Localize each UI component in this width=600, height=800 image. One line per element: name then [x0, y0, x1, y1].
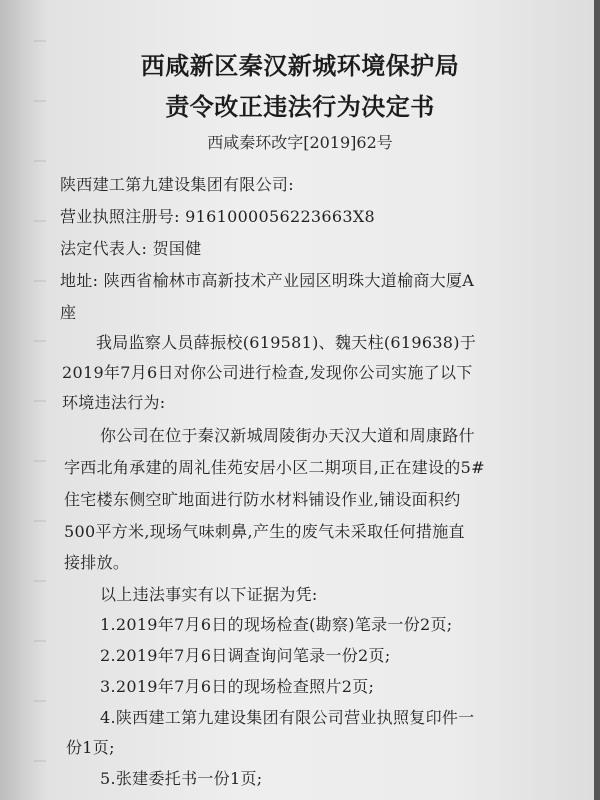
paragraph-2-line-2: 字西北角承建的周礼佳苑安居小区二期项目,正在建设的5# — [64, 458, 485, 477]
paragraph-2-line-1: 你公司在位于秦汉新城周陵街办天汉大道和周康路什 — [100, 426, 475, 445]
legal-representative: 法定代表人: 贺国健 — [60, 239, 202, 258]
evidence-item-4-line-2: 份1页; — [66, 738, 115, 757]
paragraph-1-line-1: 我局监察人员薛振校(619581)、魏天柱(619638)于 — [96, 333, 477, 352]
evidence-intro: 以上违法事实有以下证据为凭: — [100, 585, 318, 604]
paragraph-2-line-5: 接排放。 — [64, 553, 130, 572]
evidence-item-1: 1.2019年7月6日的现场检查(勘察)笔录一份2页; — [100, 615, 453, 634]
evidence-item-2: 2.2019年7月6日调查询问笔录一份2页; — [100, 646, 391, 665]
paragraph-1-line-2: 2019年7月6日对你公司进行检查,发现你公司实施了以下 — [62, 363, 473, 382]
address-line-2: 座 — [60, 303, 77, 322]
document-number: 西咸秦环改字[2019]62号 — [207, 133, 393, 152]
evidence-item-3: 3.2019年7月6日的现场检查照片2页; — [100, 677, 375, 696]
paragraph-1-line-3: 环境违法行为: — [62, 393, 166, 412]
license-number: 营业执照注册号: 9161000056223663X8 — [60, 207, 376, 226]
evidence-item-4-line-1: 4.陕西建工第九建设集团有限公司营业执照复印件一 — [100, 708, 475, 727]
evidence-item-5: 5.张建委托书一份1页; — [100, 769, 263, 788]
recipient-company: 陕西建工第九建设集团有限公司: — [60, 175, 294, 194]
document-title-line2: 责令改正违法行为决定书 — [165, 93, 435, 121]
paragraph-2-line-3: 住宅楼东侧空旷地面进行防水材料铺设作业,铺设面积约 — [64, 490, 461, 509]
address-line-1: 地址: 陕西省榆林市高新技术产业园区明珠大道榆商大厦A — [60, 271, 475, 290]
document-title-line1: 西咸新区秦汉新城环境保护局 — [140, 52, 460, 80]
paragraph-2-line-4: 500平方米,现场气味刺鼻,产生的废气未采取任何措施直 — [64, 522, 465, 541]
